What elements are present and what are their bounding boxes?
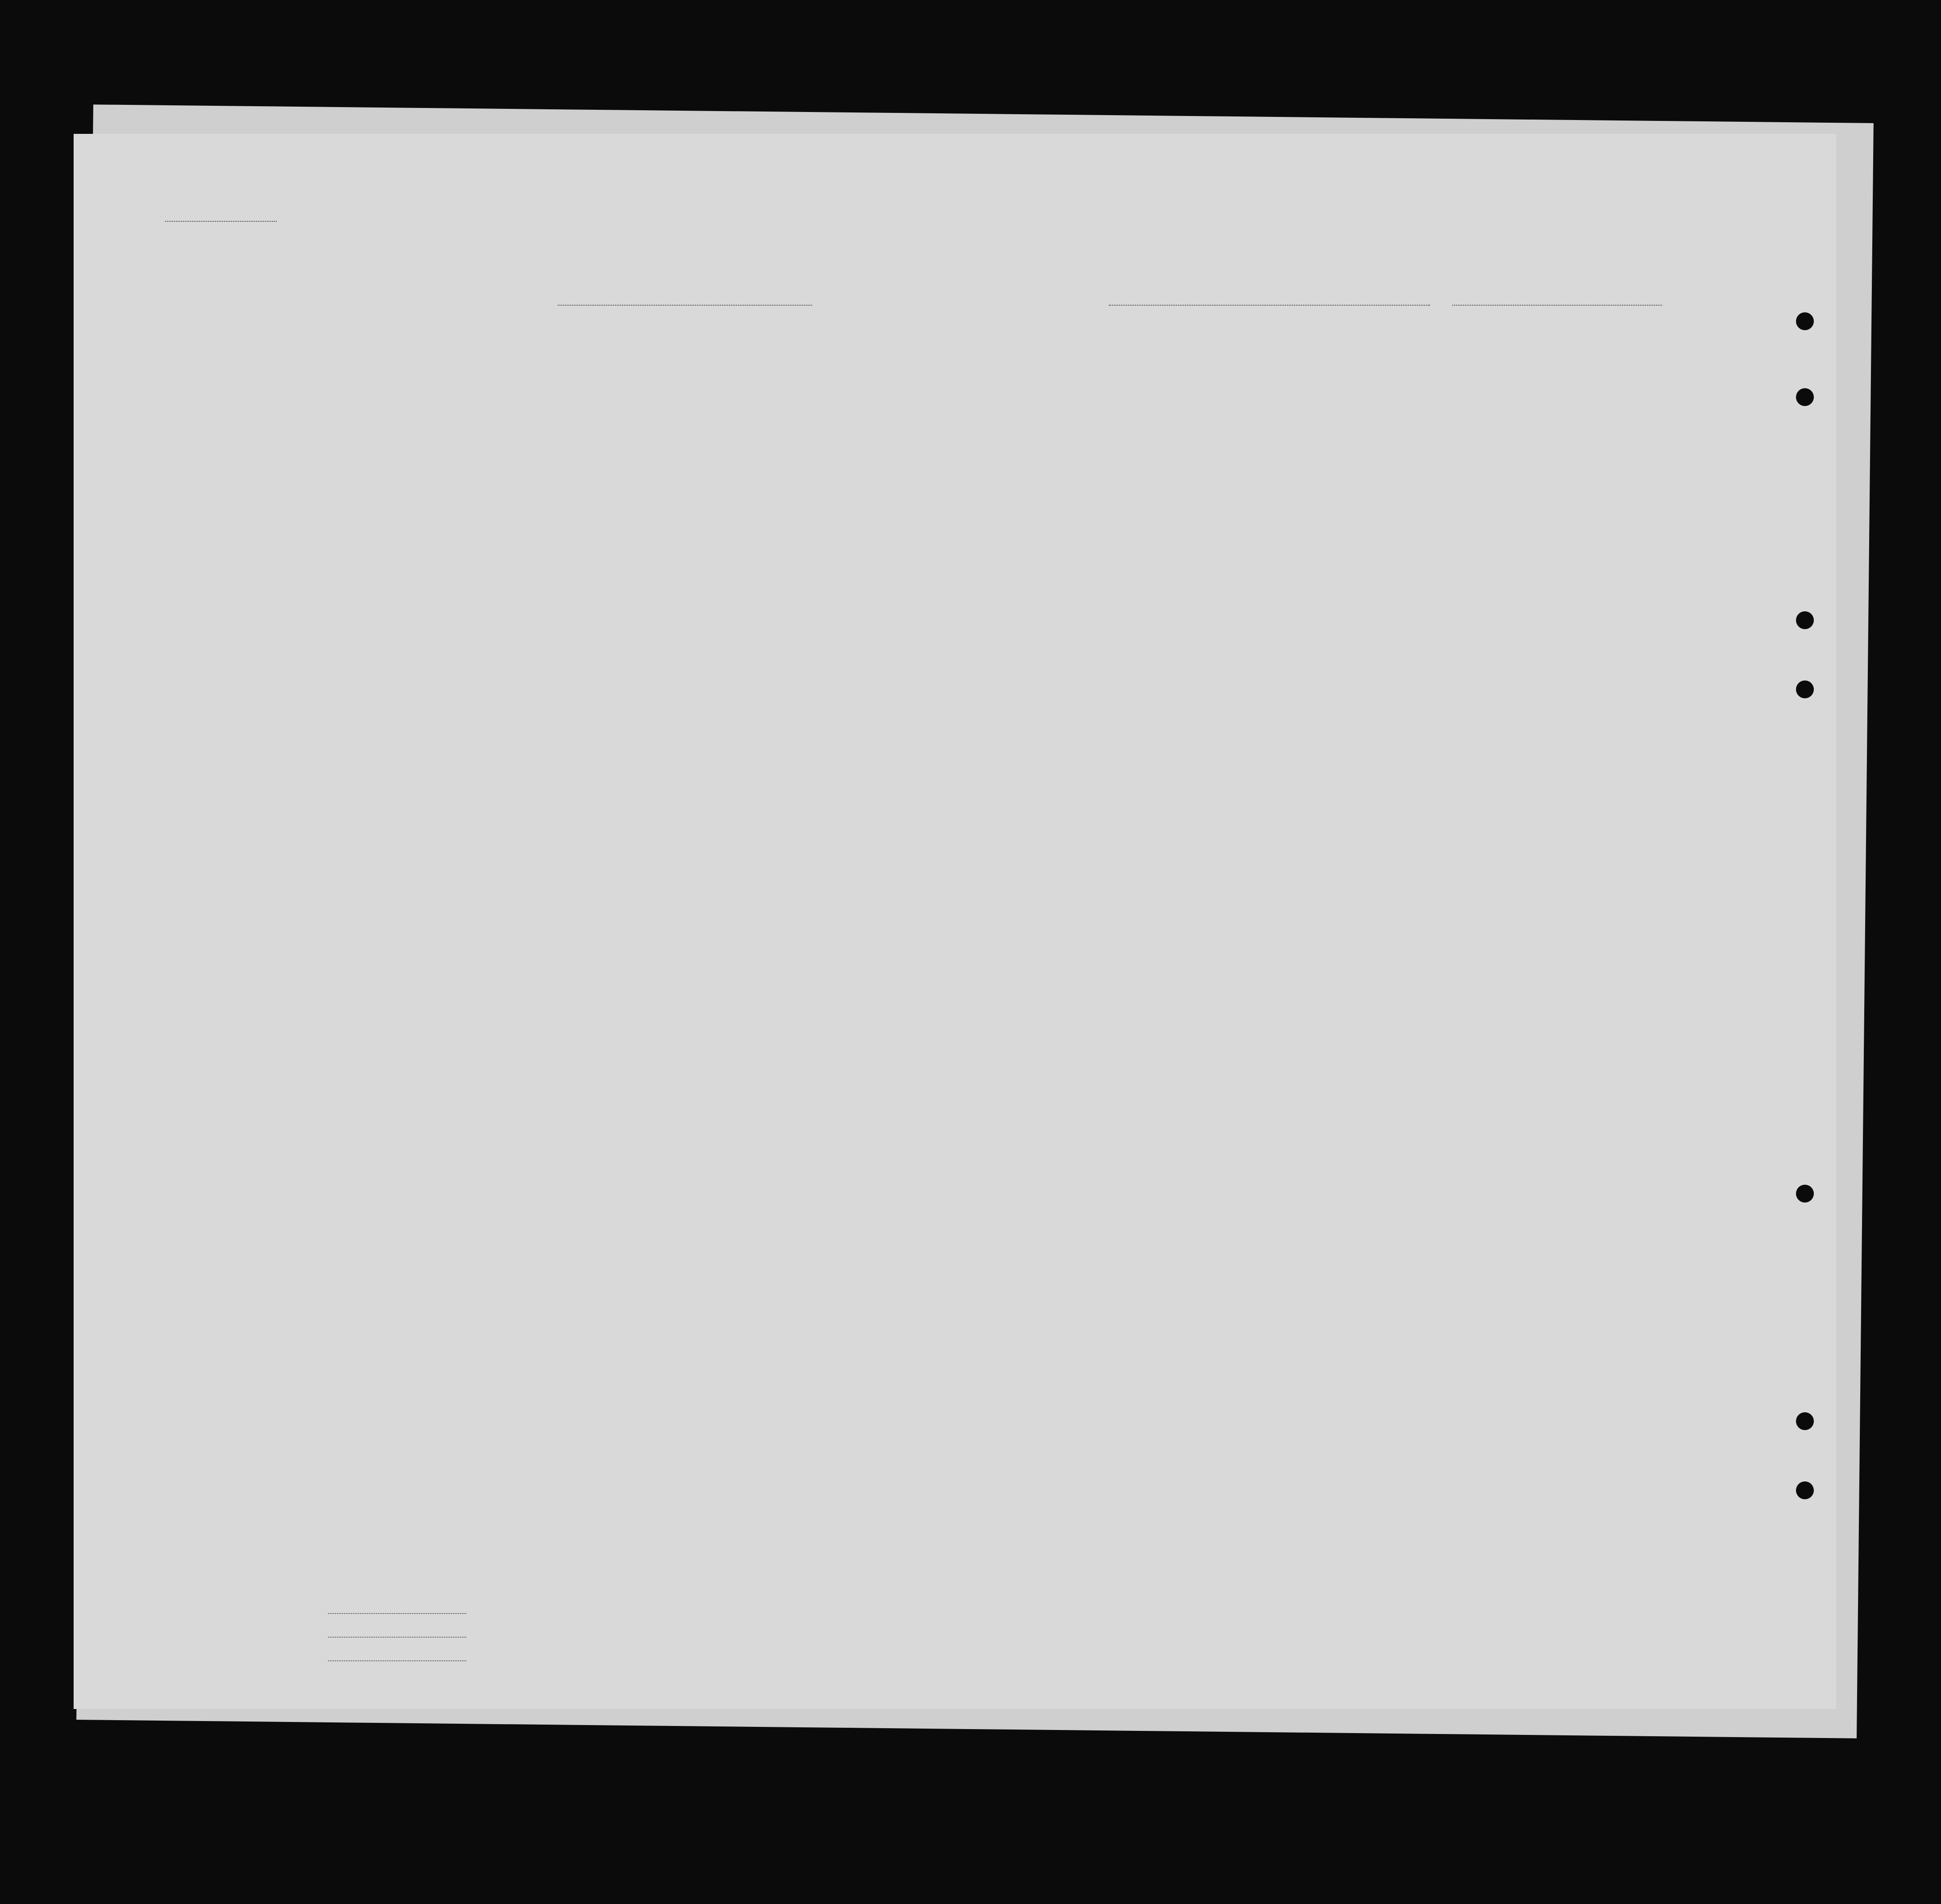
- date-underline: [1452, 305, 1662, 306]
- port-underline: [1109, 305, 1430, 306]
- list-underline: [165, 221, 277, 222]
- ship-underline: [558, 305, 812, 306]
- us-citizens-line: [328, 1637, 466, 1638]
- aliens-line: [328, 1660, 466, 1661]
- total-passengers-line: [328, 1613, 466, 1614]
